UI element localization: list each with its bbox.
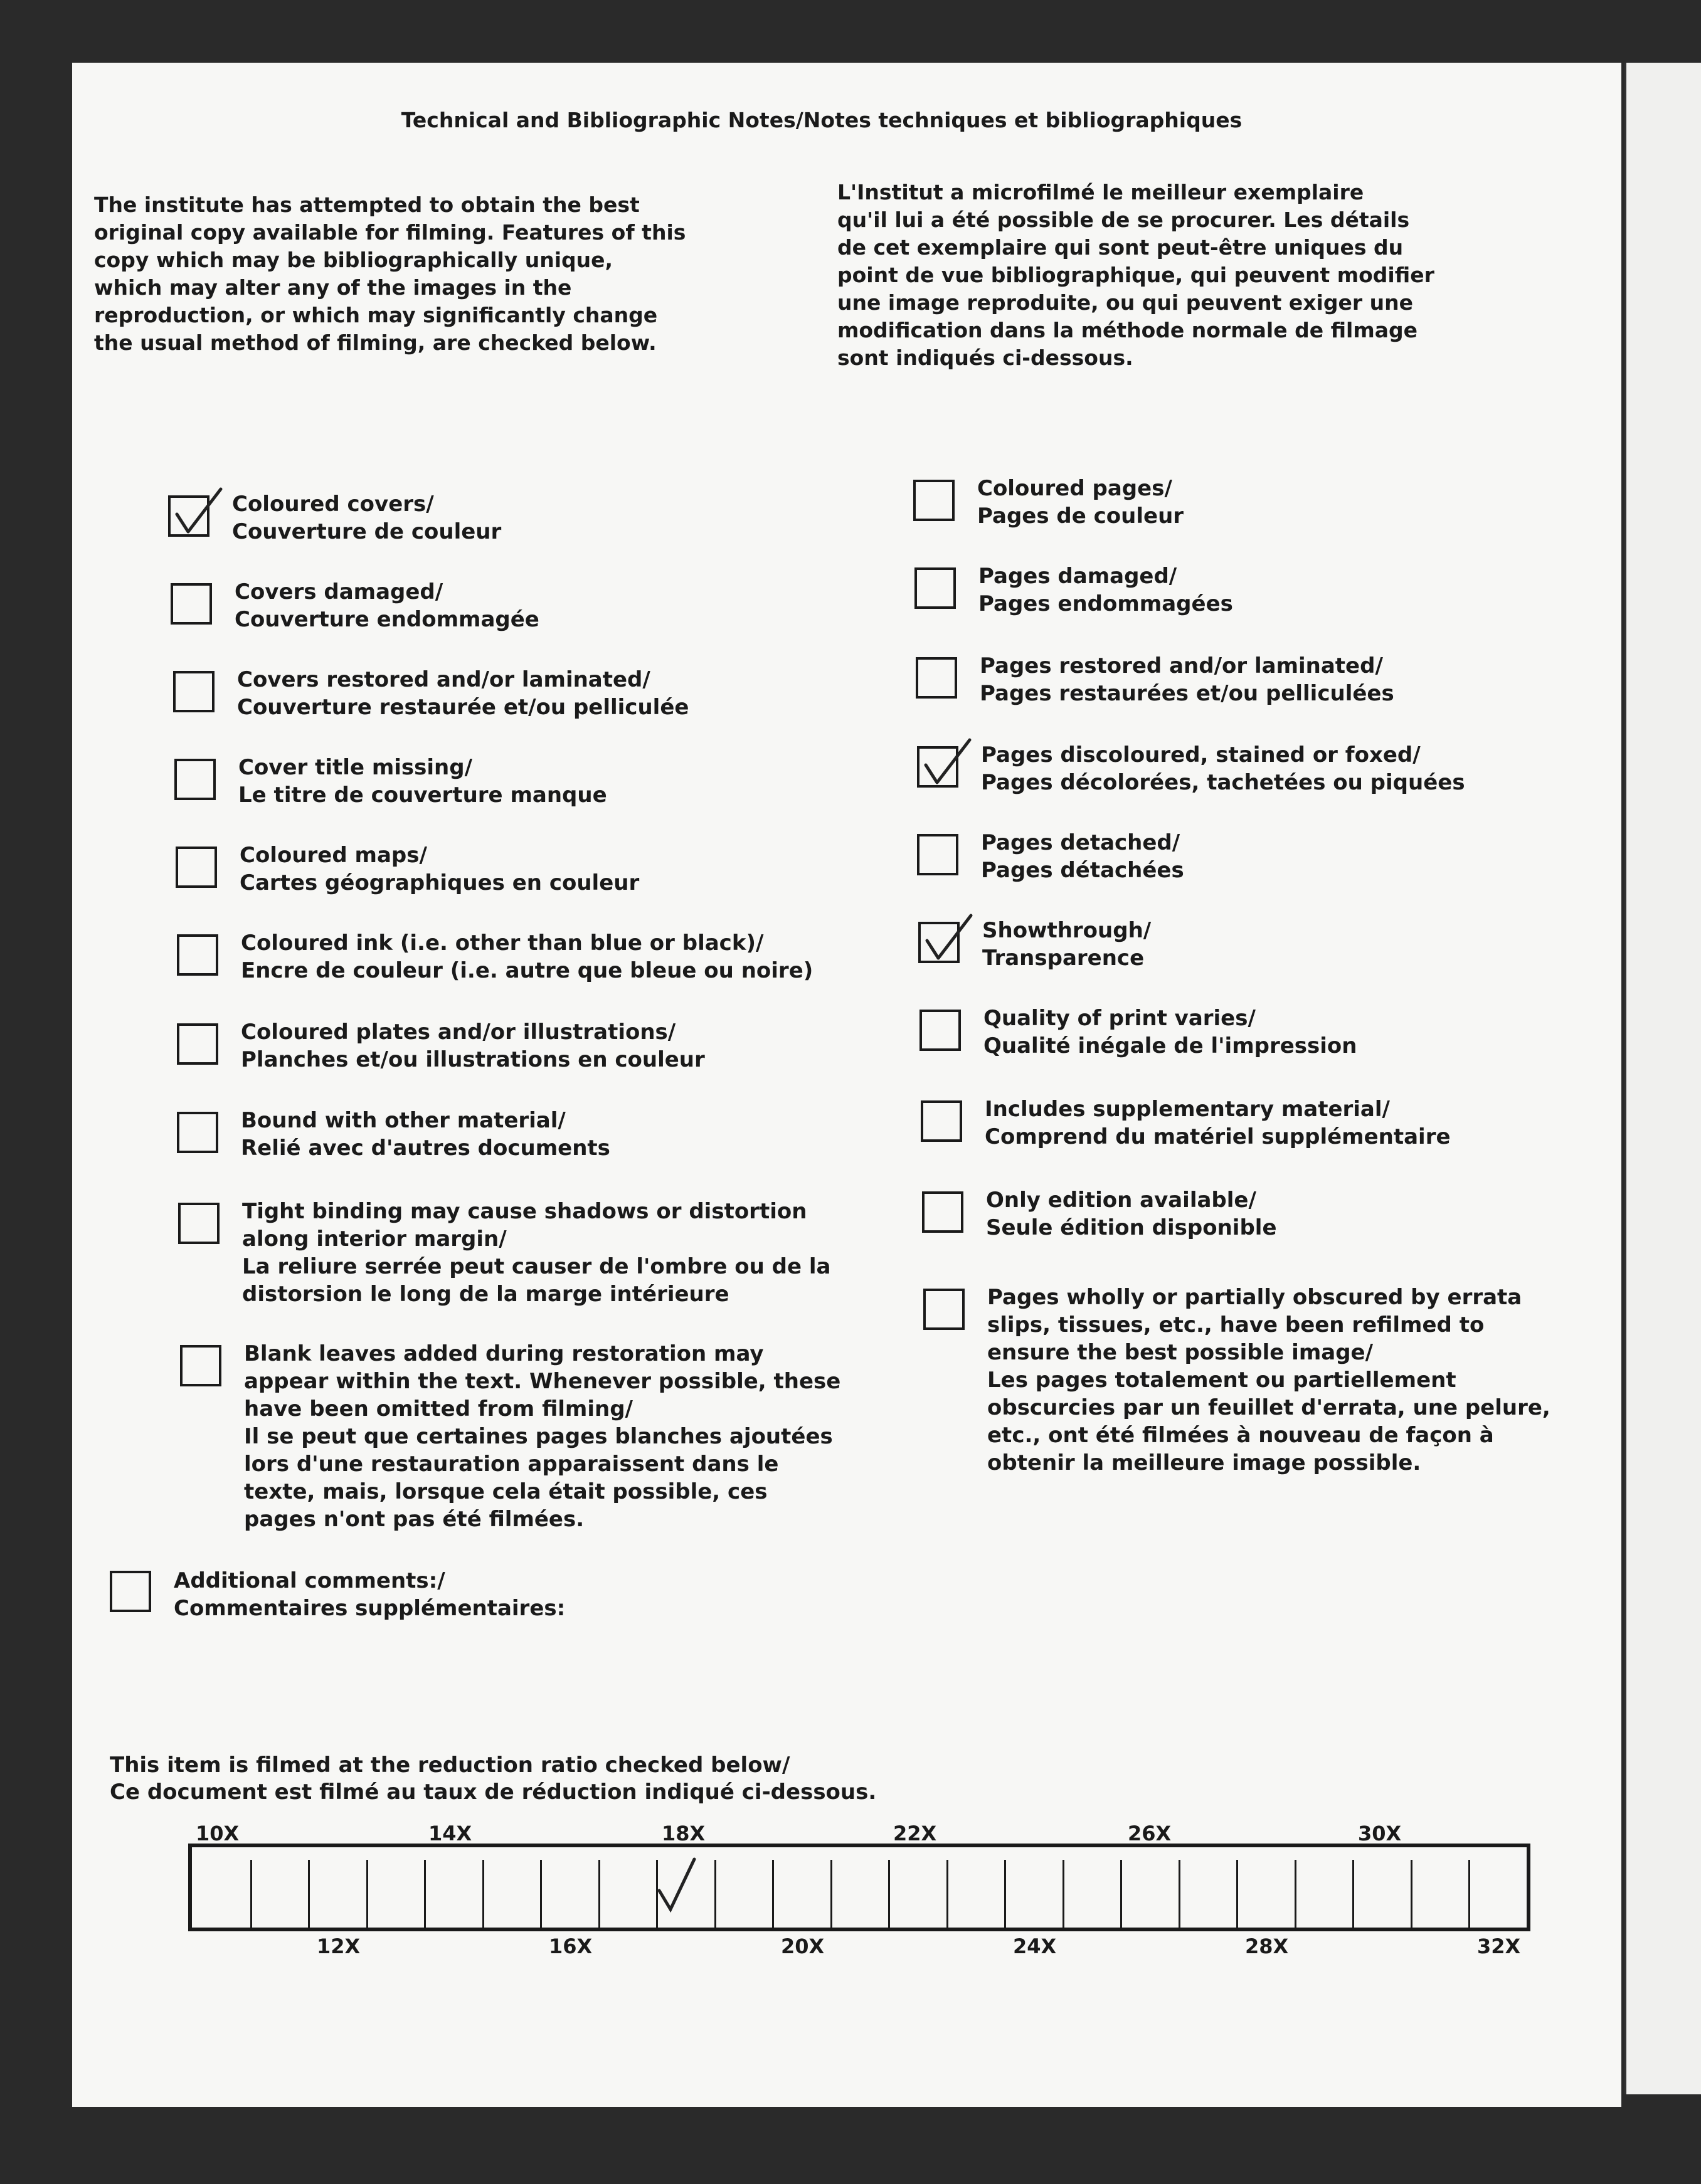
checkbox[interactable] [917, 834, 958, 875]
item-label-en: Cover title missing/ [238, 755, 473, 780]
item-label-fr: Transparence [982, 946, 1145, 971]
item-label-fr: La reliure serrée peut causer de l'ombre ou de la distorsion le long de la marge intérieure [242, 1254, 831, 1307]
scale-cell-divider [1468, 1860, 1470, 1928]
checkbox[interactable] [177, 1112, 218, 1153]
checkbox[interactable] [919, 1010, 961, 1051]
checkbox[interactable] [914, 567, 956, 609]
intro-english: The institute has attempted to obtain the best original copy available for filming. Features of this copy which may be bibliographically unique, which may alter any of the images in the reproduction, or which may significantly change the usual method of filming, are checked below. [94, 193, 686, 355]
tick-label-top: 30X [1358, 1822, 1402, 1845]
tick-label-top: 26X [1128, 1822, 1172, 1845]
reduction-scale [188, 1844, 1530, 1931]
tick-label-bottom: 24X [1013, 1934, 1057, 1958]
item-label-fr: Les pages totalement ou partiellement obscurcies par un feuillet d'errata, une pelure, etc., ont été filmées à nouveau de façon à obtenir la meilleure image possible. [987, 1368, 1550, 1475]
scale-cell-divider [482, 1860, 484, 1928]
checkbox[interactable] [916, 657, 957, 699]
tick-label-top: 18X [662, 1822, 706, 1845]
tick-label-top: 14X [428, 1822, 472, 1845]
scale-cell-divider [1411, 1860, 1412, 1928]
item-label-en: Pages wholly or partially obscured by errata slips, tissues, etc., have been refilmed to ensure the best possible image/ [987, 1285, 1522, 1365]
checkbox[interactable] [110, 1571, 151, 1612]
item-label-fr: Il se peut que certaines pages blanches ajoutées lors d'une restauration apparaissent dans le texte, mais, lorsque cela était possible, ces pages n'ont pas été filmées. [244, 1424, 833, 1532]
checkbox[interactable] [180, 1345, 221, 1386]
checkbox[interactable] [923, 1289, 965, 1330]
scale-cell-divider [1352, 1860, 1354, 1928]
item-label-en: Covers damaged/ [235, 579, 443, 604]
item-label-en: Tight binding may cause shadows or distortion along interior margin/ [242, 1199, 807, 1252]
scale-cell-divider [1004, 1860, 1006, 1928]
check-mark-icon [919, 727, 976, 790]
item-label-fr: Comprend du matériel supplémentaire [985, 1124, 1451, 1149]
item-label-en: Pages detached/ [981, 830, 1180, 855]
page-title: Technical and Bibliographic Notes/Notes techniques et bibliographiques [401, 108, 1243, 132]
checkbox[interactable] [178, 1203, 220, 1244]
tick-label-top: 10X [196, 1822, 240, 1845]
checkbox[interactable] [177, 934, 218, 976]
checkbox[interactable] [174, 759, 216, 800]
checkbox[interactable] [177, 1023, 218, 1065]
item-label-en: Only edition available/ [986, 1188, 1256, 1213]
item-label-en: Showthrough/ [982, 918, 1152, 943]
checkbox[interactable] [913, 480, 955, 521]
tick-label-top: 22X [893, 1822, 937, 1845]
item-label-fr: Commentaires supplémentaires: [174, 1596, 566, 1621]
scale-cell-divider [1062, 1860, 1064, 1928]
checkbox[interactable] [921, 1100, 962, 1142]
scale-cell-divider [366, 1860, 368, 1928]
item-label-en: Coloured pages/ [977, 476, 1172, 501]
item-label-en: Coloured maps/ [240, 843, 427, 868]
item-label-fr: Planches et/ou illustrations en couleur [241, 1047, 705, 1072]
item-label-fr: Pages endommagées [978, 591, 1233, 616]
item-label-en: Includes supplementary material/ [985, 1097, 1390, 1122]
scale-cell-divider [772, 1860, 774, 1928]
item-label-fr: Pages décolorées, tachetées ou piquées [981, 770, 1465, 795]
scale-cell-divider [308, 1860, 310, 1928]
scale-cell-divider [830, 1860, 832, 1928]
checkbox[interactable] [176, 847, 217, 888]
scale-cell-divider [250, 1860, 252, 1928]
check-mark-icon [921, 903, 977, 966]
item-label-fr: Qualité inégale de l'impression [983, 1033, 1357, 1058]
item-label-en: Pages restored and/or laminated/ [980, 653, 1383, 678]
check-mark-icon [171, 477, 227, 539]
tick-label-bottom: 12X [317, 1934, 361, 1958]
item-label-en: Bound with other material/ [241, 1108, 566, 1133]
item-label-fr: Pages restaurées et/ou pelliculées [980, 681, 1394, 706]
scale-cell-divider [1179, 1860, 1180, 1928]
tick-label-bottom: 16X [549, 1934, 593, 1958]
item-label-fr: Couverture de couleur [232, 519, 502, 544]
item-label-fr: Relié avec d'autres documents [241, 1136, 610, 1161]
reduction-note-en: This item is filmed at the reduction ratio checked below/ [110, 1753, 790, 1778]
scale-cell-divider [1120, 1860, 1122, 1928]
item-label-en: Pages damaged/ [978, 564, 1177, 589]
scale-cell-divider [598, 1860, 600, 1928]
reduction-note-fr: Ce document est filmé au taux de réduction indiqué ci-dessous. [110, 1780, 877, 1805]
item-label-en: Covers restored and/or laminated/ [237, 667, 650, 692]
checkbox[interactable] [173, 671, 215, 712]
adjacent-page-edge [1624, 63, 1701, 2094]
scale-cell-divider [540, 1860, 542, 1928]
item-label-fr: Couverture restaurée et/ou pelliculée [237, 695, 689, 720]
tick-label-bottom: 28X [1245, 1934, 1289, 1958]
item-label-fr: Le titre de couverture manque [238, 783, 607, 808]
reduction-check-mark-icon [655, 1847, 706, 1922]
item-label-fr: Seule édition disponible [986, 1215, 1277, 1240]
scale-cell-divider [424, 1860, 426, 1928]
intro-french: L'Institut a microfilmé le meilleur exemplaire qu'il lui a été possible de se procurer. Les détails de cet exemplaire qui sont peut-être uniques du point de vue bibliographique, qui peuvent modifier une image reproduite, ou qui peuvent exiger une modification dans la méthode normale de filmage sont indiqués ci-dessous. [837, 180, 1434, 370]
scale-cell-divider [1295, 1860, 1296, 1928]
tick-label-bottom: 20X [781, 1934, 825, 1958]
scale-cell-divider [946, 1860, 948, 1928]
item-label-fr: Couverture endommagée [235, 607, 539, 632]
item-label-en: Coloured plates and/or illustrations/ [241, 1020, 676, 1045]
item-label-en: Additional comments:/ [174, 1568, 445, 1593]
item-label-fr: Encre de couleur (i.e. autre que bleue ou noire) [241, 958, 813, 983]
checkbox[interactable] [171, 583, 212, 625]
item-label-en: Coloured ink (i.e. other than blue or black)/ [241, 931, 764, 956]
item-label-en: Blank leaves added during restoration may appear within the text. Whenever possible, these have been omitted from filming/ [244, 1341, 841, 1422]
scale-cell-divider [714, 1860, 716, 1928]
item-label-en: Pages discoloured, stained or foxed/ [981, 742, 1421, 768]
item-label-fr: Pages de couleur [977, 504, 1184, 529]
item-label-en: Coloured covers/ [232, 492, 434, 517]
checkbox[interactable] [922, 1191, 963, 1233]
item-label-fr: Pages détachées [981, 858, 1184, 883]
scale-cell-divider [888, 1860, 890, 1928]
item-label-fr: Cartes géographiques en couleur [240, 870, 640, 895]
tick-label-bottom: 32X [1477, 1934, 1521, 1958]
item-label-en: Quality of print varies/ [983, 1006, 1256, 1031]
scale-cell-divider [1236, 1860, 1238, 1928]
